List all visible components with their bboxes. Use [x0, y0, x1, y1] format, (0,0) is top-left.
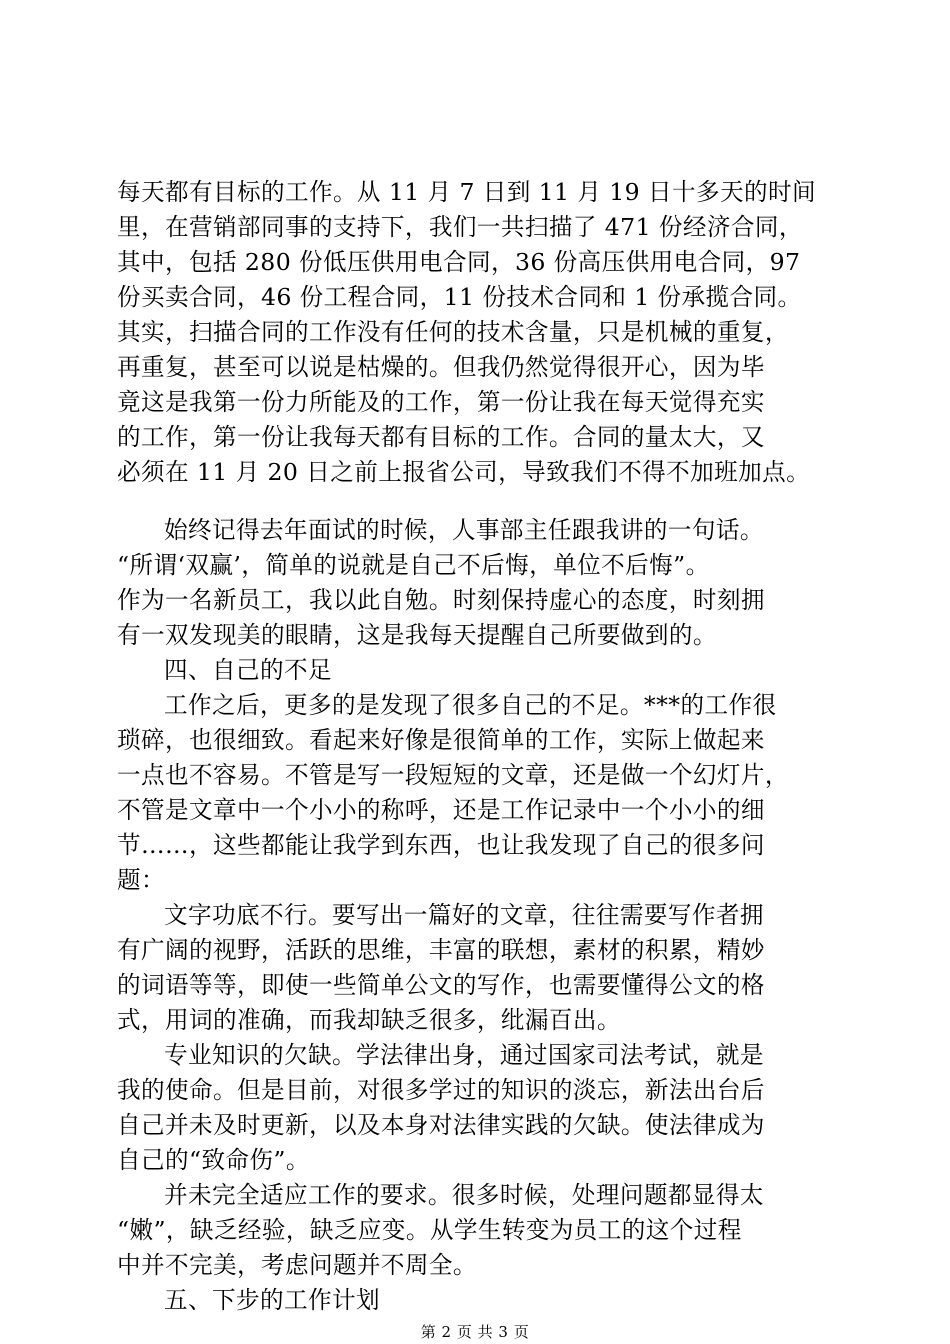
body-text-line: 题： [117, 866, 165, 894]
body-text-line: 自己的“致命伤”。 [117, 1146, 310, 1174]
body-text-line: 每天都有目标的工作。从 11 月 7 日到 11 月 19 日十多天的时间 [117, 178, 816, 206]
body-text-line: 节……，这些都能让我学到东西，也让我发现了自己的很多问 [117, 831, 765, 859]
section-heading: 五、下步的工作计划 [164, 1286, 380, 1314]
body-text-line: 必须在 11 月 20 日之前上报省公司，导致我们不得不加班加点。 [117, 458, 811, 486]
body-text-line: 并未完全适应工作的要求。很多时候，处理问题都显得太 [164, 1181, 764, 1209]
body-text-line: 我的使命。但是目前，对很多学过的知识的淡忘，新法出台后 [117, 1076, 765, 1104]
body-text-line: 式，用词的准确，而我却缺乏很多，纰漏百出。 [117, 1006, 621, 1034]
body-text-line: 有一双发现美的眼睛，这是我每天提醒自己所要做到的。 [117, 621, 717, 649]
body-text-line: 作为一名新员工，我以此自勉。时刻保持虚心的态度，时刻拥 [117, 586, 765, 614]
body-text-line: 份买卖合同，46 份工程合同，11 份技术合同和 1 份承揽合同。 [117, 283, 802, 311]
body-text-line: 琐碎，也很细致。看起来好像是很简单的工作，实际上做起来 [117, 726, 765, 754]
body-text-line: 工作之后，更多的是发现了很多自己的不足。***的工作很 [164, 691, 777, 719]
body-text-line: 竟这是我第一份力所能及的工作，第一份让我在每天觉得充实 [117, 388, 765, 416]
body-text-line: 其实，扫描合同的工作没有任何的技术含量，只是机械的重复， [117, 318, 789, 346]
body-text-line: 的词语等等，即使一些简单公文的写作，也需要懂得公文的格 [117, 971, 765, 999]
body-text-line: 里，在营销部同事的支持下，我们一共扫描了 471 份经济合同， [117, 213, 803, 241]
body-text-line: 不管是文章中一个小小的称呼，还是工作记录中一个小小的细 [117, 796, 765, 824]
body-text-line: 中并不完美，考虑问题并不周全。 [117, 1251, 477, 1279]
body-text-line: 再重复，甚至可以说是枯燥的。但我仍然觉得很开心，因为毕 [117, 353, 765, 381]
body-text-line: 的工作，第一份让我每天都有目标的工作。合同的量太大，又 [117, 423, 765, 451]
page-number-footer: 第 2 页 共 3 页 [420, 1323, 530, 1341]
body-text-line: 有广阔的视野，活跃的思维，丰富的联想，素材的积累，精妙 [117, 936, 765, 964]
body-text-line: 自己并未及时更新，以及本身对法律实践的欠缺。使法律成为 [117, 1111, 765, 1139]
body-text-line: 一点也不容易。不管是写一段短短的文章，还是做一个幻灯片， [117, 761, 789, 789]
body-text-line: 专业知识的欠缺。学法律出身，通过国家司法考试，就是 [164, 1041, 764, 1069]
body-text-line: “嫩”，缺乏经验，缺乏应变。从学生转变为员工的这个过程 [117, 1216, 742, 1244]
body-text-line: 其中，包括 280 份低压供用电合同，36 份高压供用电合同，97 [117, 248, 801, 276]
body-text-line: 文字功底不行。要写出一篇好的文章，往往需要写作者拥 [164, 901, 764, 929]
body-text-line: 始终记得去年面试的时候，人事部主任跟我讲的一句话。 [164, 516, 764, 544]
body-text-line: “所谓‘双赢’，简单的说就是自己不后悔，单位不后悔”。 [117, 551, 710, 579]
section-heading: 四、自己的不足 [164, 656, 332, 684]
